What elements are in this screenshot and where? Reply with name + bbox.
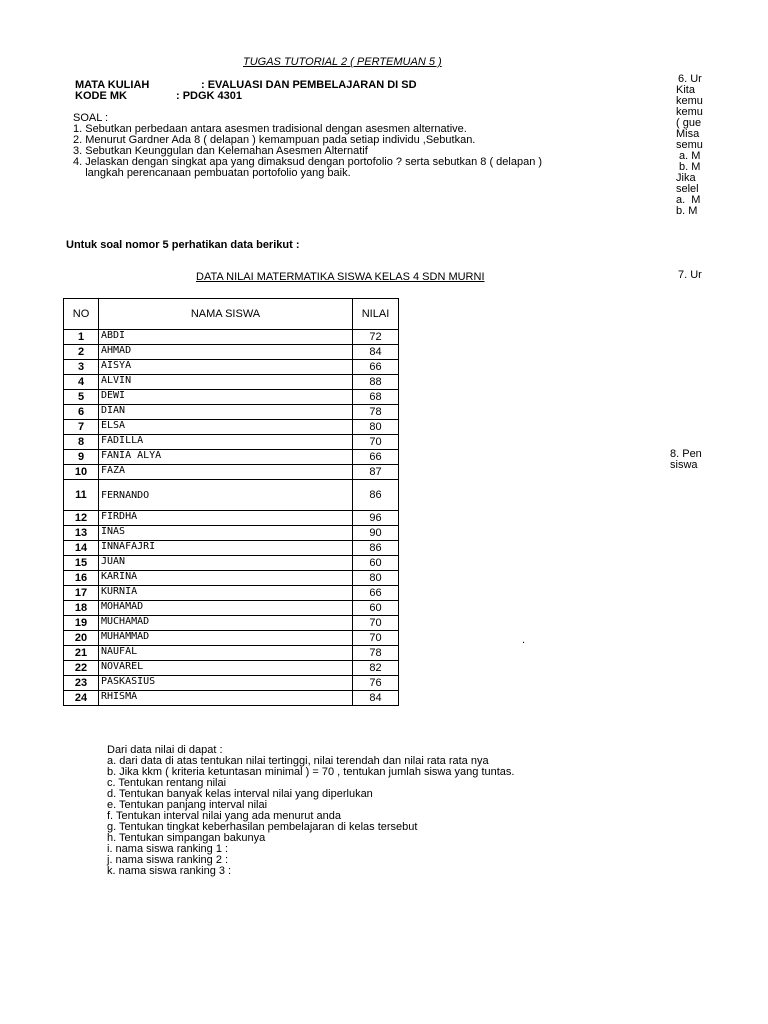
table-row [64,420,399,435]
row-number: 24 [64,691,99,706]
right-fragment: Misa [676,128,700,140]
student-score: 72 [353,330,399,345]
task-item: e. Tentukan panjang interval nilai [107,799,268,811]
student-score: 82 [353,661,399,676]
table-row [64,676,399,691]
student-name: FANIA ALYA [99,450,353,465]
task-item: c. Tentukan rentang nilai [107,777,227,789]
tasks-heading: Dari data nilai di dapat : [107,744,223,756]
questions-heading: SOAL : [73,112,109,124]
header-value: NILAI [353,299,399,330]
right-fragment: selel [676,183,699,195]
task-item: g. Tentukan tingkat keberhasilan pembelajaran di kelas tersebut [107,821,418,833]
row-number: 11 [64,480,99,511]
table-row [64,586,399,601]
student-score: 66 [353,360,399,375]
student-name: JUAN [99,556,353,571]
student-name: DIAN [99,405,353,420]
right-column-q6 [676,74,768,217]
row-number: 10 [64,465,99,480]
table-row [64,405,399,420]
table-row [64,646,399,661]
student-score: 76 [353,676,399,691]
student-name: DEWI [99,390,353,405]
row-number: 20 [64,631,99,646]
task-item: f. Tentukan interval nilai yang ada menurut anda [107,810,342,822]
student-name: KURNIA [99,586,353,601]
row-number: 22 [64,661,99,676]
student-name: INNAFAJRI [99,541,353,556]
task-item: h. Tentukan simpangan bakunya [107,832,266,844]
student-name: ALVIN [99,375,353,390]
right-column-q8 [670,449,762,471]
question-item: 3. Sebutkan Keunggulan dan Kelemahan Asesmen Alternatif [73,145,368,157]
row-number: 9 [64,450,99,465]
student-score: 78 [353,405,399,420]
document-title: TUGAS TUTORIAL 2 ( PERTEMUAN 5 ) [243,56,442,68]
student-score: 66 [353,586,399,601]
table-row [64,480,399,511]
table-row [64,571,399,586]
stray-mark: . [522,634,526,646]
code-value: : PDGK 4301 [176,90,243,102]
questions-block [73,113,542,179]
row-number: 14 [64,541,99,556]
student-name: MOHAMAD [99,601,353,616]
student-score: 60 [353,601,399,616]
row-number: 23 [64,676,99,691]
student-score: 84 [353,345,399,360]
task-item: j. nama siswa ranking 2 : [107,854,229,866]
student-name: KARINA [99,571,353,586]
task-item: d. Tentukan banyak kelas interval nilai yang diperlukan [107,788,373,800]
student-score: 80 [353,571,399,586]
right-fragment: kemu [676,106,703,118]
student-score: 80 [353,420,399,435]
table-title: DATA NILAI MATERMATIKA SISWA KELAS 4 SDN MURNI [196,271,485,283]
row-number: 12 [64,511,99,526]
row-number: 16 [64,571,99,586]
right-fragment: 8. Pen [670,449,702,460]
table-row [64,616,399,631]
student-score: 90 [353,526,399,541]
student-score: 68 [353,390,399,405]
student-name: FERNANDO [99,480,353,511]
row-number: 8 [64,435,99,450]
course-label: MATA KULIAH [75,79,150,91]
row-number: 19 [64,616,99,631]
right-column-q7: 7. Ur [678,270,702,281]
table-row [64,330,399,345]
student-name: RHISMA [99,691,353,706]
row-number: 21 [64,646,99,661]
right-fragment: a. M [676,150,701,162]
student-score: 87 [353,465,399,480]
grades-table [63,298,399,706]
intro-text: Untuk soal nomor 5 perhatikan data berikut : [66,239,300,251]
row-number: 17 [64,586,99,601]
student-score: 70 [353,435,399,450]
student-name: INAS [99,526,353,541]
table-row [64,631,399,646]
row-number: 7 [64,420,99,435]
row-number: 3 [64,360,99,375]
header-name: NAMA SISWA [99,299,353,330]
table-row [64,360,399,375]
right-fragment: b. M [676,205,698,217]
table-row [64,435,399,450]
student-name: AISYA [99,360,353,375]
right-fragment: kemu [676,95,703,107]
right-fragment: Jika [676,172,696,184]
table-row [64,691,399,706]
student-score: 86 [353,480,399,511]
student-name: MUCHAMAD [99,616,353,631]
table-row [64,601,399,616]
table-row [64,556,399,571]
question-item: 1. Sebutkan perbedaan antara asesmen tradisional dengan asesmen alternative. [73,123,467,135]
row-number: 5 [64,390,99,405]
task-item: a. dari data di atas tentukan nilai tertinggi, nilai terendah dan nilai rata rata nya [107,755,489,767]
question-item: 2. Menurut Gardner Ada 8 ( delapan ) kemampuan pada setiap individu ,Sebutkan. [73,134,476,146]
table-row [64,465,399,480]
student-name: ELSA [99,420,353,435]
student-score: 70 [353,631,399,646]
student-name: PASKASIUS [99,676,353,691]
student-name: FAZA [99,465,353,480]
student-score: 70 [353,616,399,631]
table-row [64,661,399,676]
student-name: NAUFAL [99,646,353,661]
right-fragment: a. M [676,194,701,206]
task-item: b. Jika kkm ( kriteria ketuntasan minimal ) = 70 , tentukan jumlah siswa yang tuntas. [107,766,515,778]
right-fragment: ( gue [676,117,702,129]
table-header-row [64,299,399,330]
student-score: 84 [353,691,399,706]
code-label: KODE MK [75,90,127,102]
course-value: : EVALUASI DAN PEMBELAJARAN DI SD [201,79,417,91]
student-name: FADILLA [99,435,353,450]
student-score: 88 [353,375,399,390]
row-number: 15 [64,556,99,571]
header-no: NO [64,299,99,330]
student-score: 86 [353,541,399,556]
table-row [64,375,399,390]
row-number: 13 [64,526,99,541]
student-name: AHMAD [99,345,353,360]
right-fragment: b. M [676,161,701,173]
row-number: 1 [64,330,99,345]
table-row [64,450,399,465]
student-score: 60 [353,556,399,571]
right-fragment: semu [676,139,703,151]
tasks-block [107,745,514,877]
table-row [64,345,399,360]
table-row [64,541,399,556]
student-name: ABDI [99,330,353,345]
row-number: 18 [64,601,99,616]
table-row [64,511,399,526]
task-item: i. nama siswa ranking 1 : [107,843,229,855]
table-row [64,390,399,405]
student-name: NOVAREL [99,661,353,676]
table-row [64,526,399,541]
student-name: FIRDHA [99,511,353,526]
right-fragment: Kita [676,84,695,96]
task-item: k. nama siswa ranking 3 : [107,865,232,877]
right-fragment: siswa [670,459,698,471]
student-name: MUHAMMAD [99,631,353,646]
right-fragment: 6. Ur [678,74,702,85]
row-number: 2 [64,345,99,360]
row-number: 6 [64,405,99,420]
student-score: 78 [353,646,399,661]
question-item: 4. Jelaskan dengan singkat apa yang dimaksud dengan portofolio ? serta sebutkan 8 ( delapan ) [73,156,543,168]
student-score: 66 [353,450,399,465]
row-number: 4 [64,375,99,390]
question-item: langkah perencanaan pembuatan portofolio yang baik. [73,167,351,179]
student-score: 96 [353,511,399,526]
